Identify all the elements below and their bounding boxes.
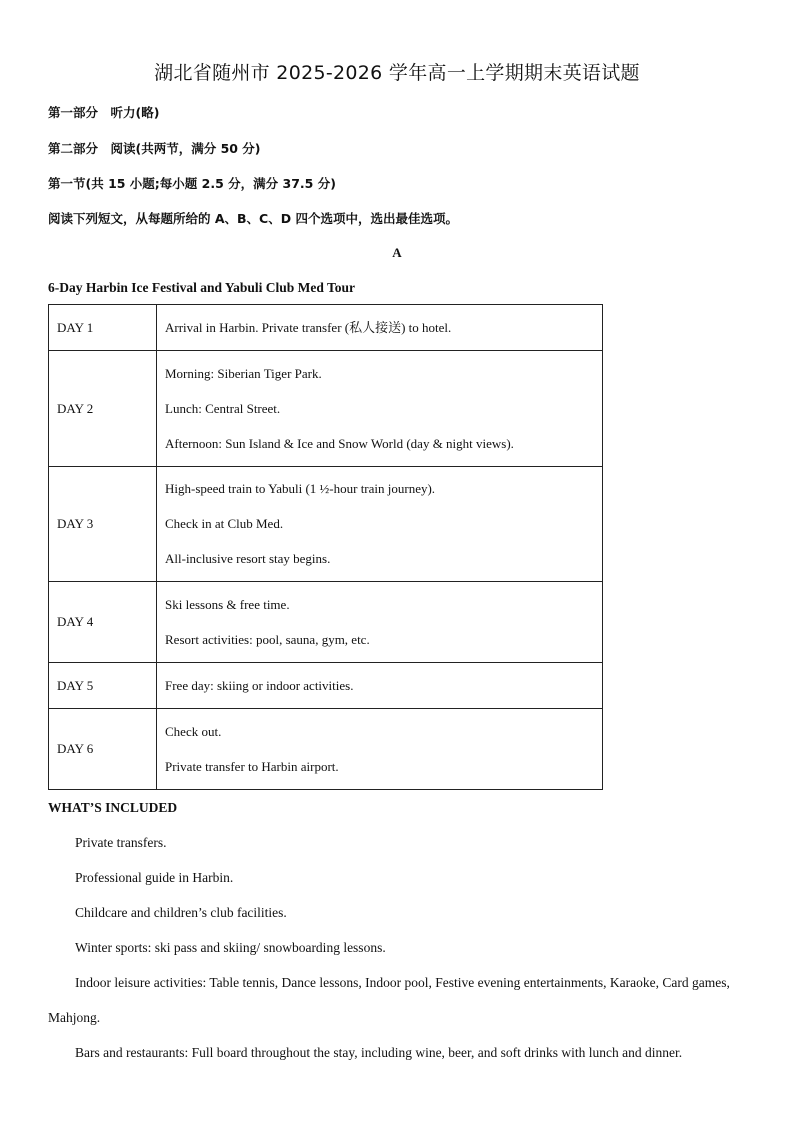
activity-text: Lunch: Central Street. bbox=[165, 400, 281, 416]
instruction-text: 阅读下列短文，从每题所给的 A、B、C、D 四个选项中，选出最佳选项。 bbox=[48, 211, 458, 226]
itinerary-table bbox=[48, 304, 603, 790]
included-item: Private transfers. bbox=[75, 835, 167, 850]
day-label: DAY 1 bbox=[49, 305, 157, 351]
part-two-heading: 第二部分 阅读(共两节，满分 50 分) bbox=[48, 141, 261, 156]
included-item: Winter sports: ski pass and skiing/ snowboarding lessons. bbox=[75, 940, 386, 955]
activity-text: Private transfer to Harbin airport. bbox=[165, 758, 339, 774]
activity-text: Check in at Club Med. bbox=[165, 516, 284, 531]
table-row bbox=[49, 351, 603, 467]
section-one-heading: 第一节(共 15 小题;每小题 2.5 分，满分 37.5 分) bbox=[48, 176, 336, 191]
activities-cell bbox=[157, 582, 603, 663]
tour-title: 6-Day Harbin Ice Festival and Yabuli Club Med Tour bbox=[48, 280, 356, 295]
day-label: DAY 3 bbox=[49, 467, 157, 582]
day-label: DAY 6 bbox=[49, 709, 157, 790]
included-heading: WHAT’S INCLUDED bbox=[48, 800, 178, 815]
included-item: Childcare and children’s club facilities. bbox=[75, 905, 287, 920]
page-title: 湖北省随州市 2025-2026 学年高一上学期期末英语试题 bbox=[154, 62, 640, 84]
included-item: Bars and restaurants: Full board throughout the stay, including wine, beer, and soft drinks with lunch and dinner. bbox=[75, 1045, 683, 1060]
passage-label: A bbox=[392, 245, 402, 260]
activities-cell bbox=[157, 663, 603, 709]
activity-text: High-speed train to Yabuli (1 ½-hour train journey). bbox=[165, 481, 436, 496]
activities-cell bbox=[157, 709, 603, 790]
included-item-continuation: Mahjong. bbox=[48, 1010, 101, 1025]
activity-text: Check out. bbox=[165, 723, 222, 739]
activity-text: Afternoon: Sun Island & Ice and Snow World (day & night views). bbox=[165, 435, 514, 451]
activity-text: Arrival in Harbin. Private transfer (私人接送) to hotel. bbox=[165, 320, 452, 335]
activity-text: All-inclusive resort stay begins. bbox=[165, 551, 331, 566]
table-row bbox=[49, 582, 603, 663]
activity-text: Morning: Siberian Tiger Park. bbox=[165, 365, 322, 381]
activities-cell bbox=[157, 305, 603, 351]
activities-cell bbox=[157, 351, 603, 467]
day-label: DAY 4 bbox=[49, 582, 157, 663]
part-one-heading: 第一部分 听力(略) bbox=[48, 105, 160, 120]
included-item: Professional guide in Harbin. bbox=[75, 870, 234, 885]
activities-cell bbox=[157, 467, 603, 582]
day-label: DAY 2 bbox=[49, 351, 157, 467]
table-row bbox=[49, 467, 603, 582]
table-row bbox=[49, 709, 603, 790]
table-row bbox=[49, 663, 603, 709]
table-row bbox=[49, 305, 603, 351]
activity-text: Resort activities: pool, sauna, gym, etc. bbox=[165, 631, 370, 647]
activity-text: Ski lessons & free time. bbox=[165, 596, 290, 612]
included-item: Indoor leisure activities: Table tennis, Dance lessons, Indoor pool, Festive evening entertainments, Karaoke, Card games, bbox=[75, 975, 730, 990]
day-label: DAY 5 bbox=[49, 663, 157, 709]
activity-text: Free day: skiing or indoor activities. bbox=[165, 678, 354, 693]
